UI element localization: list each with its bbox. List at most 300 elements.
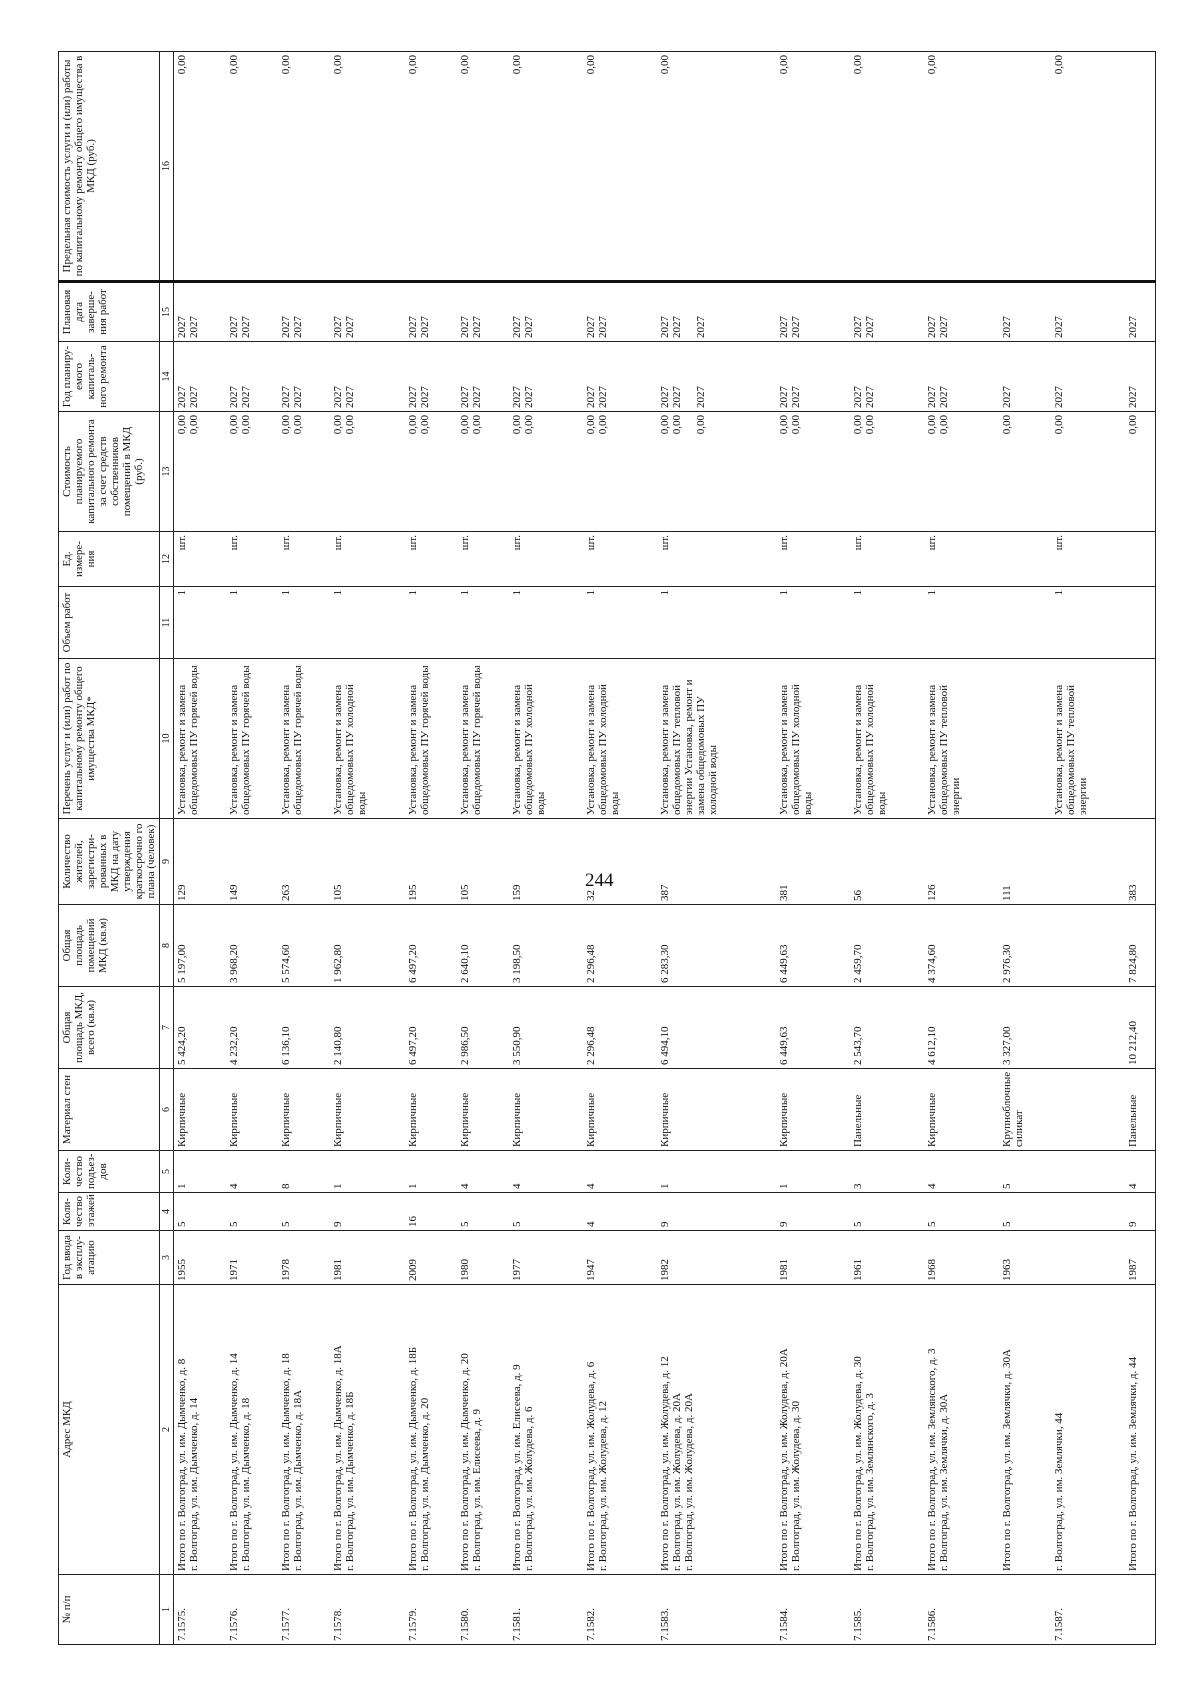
premises-area: 5 197,00 <box>174 905 227 987</box>
limit-cost <box>999 52 1051 282</box>
cost-value: 0,00 <box>584 415 597 435</box>
column-header: Перечень услуг и (или) работ по капитальному ремонту общего имущества МКД* <box>59 659 160 819</box>
repair-year-value: 2027 <box>280 386 293 408</box>
column-number: 1 <box>160 1575 174 1645</box>
wall-material: Кирпичные <box>657 1069 776 1151</box>
wall-material: Кирпичные <box>278 1069 330 1151</box>
completion-date-value: 2027 <box>671 316 684 338</box>
unit-of-measure: шт. <box>509 532 583 587</box>
address-cell <box>776 1285 850 1575</box>
cost-value: 0,00 <box>418 415 431 435</box>
year-built: 1978 <box>278 1231 330 1285</box>
repair-year-value: 2027 <box>584 386 597 408</box>
floors-count <box>1051 1193 1125 1231</box>
row-number: 7.1576. <box>226 1575 278 1645</box>
completion-date-value: 2027 <box>777 316 790 338</box>
work-volume: 1 <box>457 587 509 659</box>
column-header: Год планиру- емого капиталь- ного ремонта <box>59 342 160 412</box>
completion-date <box>1125 282 1156 342</box>
address-line: Итого по г. Волгоград, ул. им. Дымченко, д. 18Б <box>406 1346 419 1571</box>
repair-year-value <box>683 345 695 408</box>
work-volume: 1 <box>174 587 227 659</box>
total-area <box>1051 987 1125 1069</box>
premises-area: 3 968,20 <box>226 905 278 987</box>
completion-date <box>457 282 509 342</box>
floors-count: 4 <box>583 1193 657 1231</box>
address-cell <box>278 1285 330 1575</box>
column-number-row <box>160 52 174 1645</box>
year-built: 1980 <box>457 1231 509 1285</box>
cost-value: 0,00 <box>1000 415 1013 435</box>
owners-cost <box>1051 412 1125 532</box>
owners-cost <box>226 412 278 532</box>
address-cell <box>657 1285 776 1575</box>
repair-year <box>1125 342 1156 412</box>
address-line: Итого по г. Волгоград, ул. им. Жолудева, д. 12 <box>659 1356 672 1571</box>
address-line: г. Волгоград, ул. им. Жолудева, д. 12 <box>596 1401 609 1571</box>
floors-count: 5 <box>850 1193 924 1231</box>
completion-date-value: 2027 <box>1000 316 1013 338</box>
address-cell <box>999 1285 1051 1575</box>
premises-area: 2 640,10 <box>457 905 509 987</box>
works-list: Установка, ремонт и замена общедомовых ПУ холодной воды <box>583 659 657 819</box>
owners-cost <box>405 412 457 532</box>
address-cell <box>330 1285 404 1575</box>
address-cell <box>850 1285 924 1575</box>
unit-of-measure <box>1125 532 1156 587</box>
limit-cost: 0,00 <box>457 52 509 282</box>
wall-material: Кирпичные <box>776 1069 850 1151</box>
completion-date-value: 2027 <box>522 316 535 338</box>
cost-value: 0,00 <box>671 415 684 435</box>
completion-date-value: 2027 <box>470 316 483 338</box>
work-volume: 1 <box>924 587 998 659</box>
address-line: Итого по г. Волгоград, ул. им. Жолудева, д. 30 <box>852 1356 865 1571</box>
floors-count: 5 <box>999 1193 1051 1231</box>
cost-value: 0,00 <box>188 415 200 435</box>
floors-count: 5 <box>924 1193 998 1231</box>
wall-material: Кирпичные <box>330 1069 404 1151</box>
address-line: Итого по г. Волгоград, ул. им. Дымченко, д. 18 <box>280 1353 293 1571</box>
residents-count: 149 <box>226 819 278 905</box>
year-built: 1977 <box>509 1231 583 1285</box>
limit-cost: 0,00 <box>226 52 278 282</box>
address-cell <box>509 1285 583 1575</box>
address-line: г. Волгоград, ул. им. Жолудева, д. 20А <box>671 1393 684 1571</box>
completion-date-value: 2027 <box>406 316 419 338</box>
address-line: г. Волгоград, ул. им. Жолудева, д. 6 <box>522 1406 535 1571</box>
limit-cost: 0,00 <box>1051 52 1125 282</box>
floors-count: 9 <box>1125 1193 1156 1231</box>
column-number: 6 <box>160 1069 174 1151</box>
table-row <box>174 52 227 1645</box>
table-row <box>226 52 278 1645</box>
owners-cost <box>509 412 583 532</box>
cost-value: 0,00 <box>228 415 241 435</box>
column-number: 13 <box>160 412 174 532</box>
entrances-count: 1 <box>330 1151 404 1193</box>
address-line: Итого по г. Волгоград, ул. им. Дымченко, д. 8 <box>176 1358 188 1571</box>
repair-year <box>278 342 330 412</box>
work-volume: 1 <box>776 587 850 659</box>
address-line: Итого по г. Волгоград, ул. им. Землячки, д. 30А <box>1000 1349 1013 1571</box>
completion-date-value: 2027 <box>280 316 293 338</box>
total-area: 2 986,50 <box>457 987 509 1069</box>
address-line: Итого по г. Волгоград, ул. им. Жолудева, д. 6 <box>584 1361 597 1571</box>
table-row <box>457 52 509 1645</box>
table-row <box>1125 52 1156 1645</box>
year-built: 2009 <box>405 1231 457 1285</box>
work-volume: 1 <box>583 587 657 659</box>
wall-material: Кирпичные <box>583 1069 657 1151</box>
total-area: 2 543,70 <box>850 987 924 1069</box>
table-row <box>776 52 850 1645</box>
owners-cost <box>457 412 509 532</box>
works-list: Установка, ремонт и замена общедомовых ПУ горячей воды <box>405 659 457 819</box>
row-number <box>999 1575 1051 1645</box>
work-volume: 1 <box>330 587 404 659</box>
address-line: г. Волгоград, ул. им. Дымченко, д. 18А <box>292 1389 305 1571</box>
unit-of-measure: шт. <box>924 532 998 587</box>
total-area: 2 140,80 <box>330 987 404 1069</box>
repair-year-value: 2027 <box>926 386 939 408</box>
limit-cost: 0,00 <box>278 52 330 282</box>
column-header: Предельная стоимость услуги и (или) работы по капитальному ремонту общего имущества в МКД (руб.) <box>59 52 160 282</box>
work-volume: 1 <box>405 587 457 659</box>
repair-year-value: 2027 <box>596 386 609 408</box>
residents-count: 56 <box>850 819 924 905</box>
unit-of-measure: шт. <box>174 532 227 587</box>
row-number: 7.1583. <box>657 1575 776 1645</box>
works-list: Установка, ремонт и замена общедомовых ПУ холодной воды <box>850 659 924 819</box>
address-line: г. Волгоград, ул. им. Жолудева, д. 20А <box>683 1393 696 1571</box>
year-built: 1981 <box>776 1231 850 1285</box>
total-area: 4 612,10 <box>924 987 998 1069</box>
completion-date-value: 2027 <box>926 316 939 338</box>
repair-year-value: 2027 <box>418 386 431 408</box>
completion-date <box>850 282 924 342</box>
column-header: Объем работ <box>59 587 160 659</box>
repair-year-value: 2027 <box>470 386 483 408</box>
wall-material: Панельные <box>850 1069 924 1151</box>
works-list: Установка, ремонт и замена общедомовых ПУ холодной воды <box>776 659 850 819</box>
total-area: 3 327,00 <box>999 987 1051 1069</box>
owners-cost <box>278 412 330 532</box>
residents-count: 129 <box>174 819 227 905</box>
table-row <box>999 52 1051 1645</box>
row-number: 7.1582. <box>583 1575 657 1645</box>
wall-material: Крупноблочные силикат <box>999 1069 1051 1151</box>
owners-cost <box>330 412 404 532</box>
row-number: 7.1580. <box>457 1575 509 1645</box>
wall-material: Кирпичные <box>174 1069 227 1151</box>
completion-date-value: 2027 <box>864 316 877 338</box>
floors-count: 5 <box>509 1193 583 1231</box>
completion-date-value: 2027 <box>240 316 253 338</box>
completion-date-value: 2027 <box>332 316 345 338</box>
repair-year-value: 2027 <box>1000 386 1013 408</box>
limit-cost: 0,00 <box>776 52 850 282</box>
repair-year-value: 2027 <box>406 386 419 408</box>
header-row <box>59 52 160 1645</box>
repair-year-value: 2027 <box>522 386 535 408</box>
repair-year-value: 2027 <box>852 386 865 408</box>
entrances-count: 4 <box>509 1151 583 1193</box>
repair-year-value: 2027 <box>864 386 877 408</box>
column-header: № п/п <box>59 1575 160 1645</box>
address-line: Итого по г. Волгоград, ул. им. Землячки, д. 44 <box>1126 1356 1139 1571</box>
completion-date-value: 2027 <box>176 316 188 338</box>
table-row <box>278 52 330 1645</box>
wall-material: Кирпичные <box>924 1069 998 1151</box>
repair-year-value: 2027 <box>188 386 200 408</box>
column-number: 16 <box>160 52 174 282</box>
repair-year <box>405 342 457 412</box>
residents-count: 263 <box>278 819 330 905</box>
column-header: Коли- чество этажей <box>59 1193 160 1231</box>
repair-year-value: 2027 <box>292 386 305 408</box>
column-number: 14 <box>160 342 174 412</box>
cost-value: 0,00 <box>596 415 609 435</box>
cost-value: 0,00 <box>659 415 672 435</box>
completion-date <box>999 282 1051 342</box>
column-number: 5 <box>160 1151 174 1193</box>
address-line: Итого по г. Волгоград, ул. им. Елисеева, д. 9 <box>510 1364 523 1571</box>
table-row <box>657 52 776 1645</box>
completion-date <box>583 282 657 342</box>
floors-count: 5 <box>278 1193 330 1231</box>
residents-count: 383 <box>1125 819 1156 905</box>
row-number: 7.1577. <box>278 1575 330 1645</box>
total-area: 6 497,20 <box>405 987 457 1069</box>
address-line: Итого по г. Волгоград, ул. им. Землянского, д. 3 <box>926 1348 939 1571</box>
completion-date <box>1051 282 1125 342</box>
column-header: Ед. измере- ния <box>59 532 160 587</box>
cost-value: 0,00 <box>777 415 790 435</box>
floors-count: 5 <box>174 1193 227 1231</box>
premises-area: 6 283,30 <box>657 905 776 987</box>
works-list: Установка, ремонт и замена общедомовых ПУ горячей воды <box>226 659 278 819</box>
column-header: Общая площадь помещений МКД (кв.м) <box>59 905 160 987</box>
unit-of-measure: шт. <box>457 532 509 587</box>
cost-value: 0,00 <box>280 415 293 435</box>
address-line: г. Волгоград, ул. им. Дымченко, д. 18 <box>240 1397 253 1571</box>
unit-of-measure: шт. <box>583 532 657 587</box>
entrances-count: 1 <box>174 1151 227 1193</box>
year-built: 1981 <box>330 1231 404 1285</box>
repair-year-value: 2027 <box>344 386 357 408</box>
completion-date-value: 2027 <box>418 316 431 338</box>
works-list: Установка, ремонт и замена общедомовых ПУ тепловой энергии Установка, ремонт и замена общедомовых ПУ холодной воды <box>657 659 776 819</box>
year-built: 1947 <box>583 1231 657 1285</box>
residents-count: 126 <box>924 819 998 905</box>
cost-value: 0,00 <box>240 415 253 435</box>
column-number: 4 <box>160 1193 174 1231</box>
unit-of-measure: шт. <box>405 532 457 587</box>
works-list: Установка, ремонт и замена общедомовых ПУ горячей воды <box>174 659 227 819</box>
limit-cost: 0,00 <box>174 52 227 282</box>
entrances-count: 4 <box>457 1151 509 1193</box>
column-header: Количество жителей, зарегистри- рованных в МКД на дату утверждения краткосрочно го плана (человек) <box>59 819 160 905</box>
entrances-count: 1 <box>657 1151 776 1193</box>
cost-value: 0,00 <box>510 415 523 435</box>
entrances-count: 1 <box>776 1151 850 1193</box>
table-row <box>1051 52 1125 1645</box>
total-area: 2 296,48 <box>583 987 657 1069</box>
completion-date <box>924 282 998 342</box>
owners-cost <box>924 412 998 532</box>
residents-count: 105 <box>330 819 404 905</box>
owners-cost <box>850 412 924 532</box>
premises-area: 6 449,63 <box>776 905 850 987</box>
works-list: Установка, ремонт и замена общедомовых ПУ горячей воды <box>457 659 509 819</box>
capital-repair-table <box>58 51 1156 1645</box>
unit-of-measure: шт. <box>1051 532 1125 587</box>
cost-value: 0,00 <box>458 415 471 435</box>
column-number: 15 <box>160 282 174 342</box>
residents-count: 195 <box>405 819 457 905</box>
limit-cost <box>1125 52 1156 282</box>
repair-year-value: 2027 <box>458 386 471 408</box>
premises-area: 2 459,70 <box>850 905 924 987</box>
table-row <box>405 52 457 1645</box>
repair-year-value: 2027 <box>789 386 802 408</box>
address-cell <box>1125 1285 1156 1575</box>
premises-area: 3 198,50 <box>509 905 583 987</box>
repair-year <box>457 342 509 412</box>
year-built: 1971 <box>226 1231 278 1285</box>
year-built: 1987 <box>1125 1231 1156 1285</box>
repair-year-value: 2027 <box>1126 386 1139 408</box>
unit-of-measure: шт. <box>226 532 278 587</box>
row-number: 7.1578. <box>330 1575 404 1645</box>
residents-count: 381 <box>776 819 850 905</box>
address-line: г. Волгоград, ул. им. Дымченко, д. 14 <box>188 1397 200 1571</box>
works-list: Установка, ремонт и замена общедомовых ПУ тепловой энергии <box>1051 659 1125 819</box>
cost-value: 0,00 <box>292 415 305 435</box>
wall-material: Кирпичные <box>509 1069 583 1151</box>
cost-value: 0,00 <box>470 415 483 435</box>
row-number: 7.1579. <box>405 1575 457 1645</box>
completion-date-value: 2027 <box>938 316 951 338</box>
owners-cost <box>583 412 657 532</box>
residents-count: 111 <box>999 819 1051 905</box>
repair-year-value: 2027 <box>695 386 708 408</box>
address-cell <box>583 1285 657 1575</box>
completion-date-value <box>683 286 695 338</box>
table-row <box>583 52 657 1645</box>
work-volume: 1 <box>1051 587 1125 659</box>
repair-year-value: 2027 <box>240 386 253 408</box>
repair-year-value: 2027 <box>1052 386 1065 408</box>
premises-area: 5 574,60 <box>278 905 330 987</box>
completion-date-value: 2027 <box>789 316 802 338</box>
limit-cost: 0,00 <box>657 52 776 282</box>
residents-count: 387 <box>657 819 776 905</box>
total-area: 6 449,63 <box>776 987 850 1069</box>
works-list: Установка, ремонт и замена общедомовых ПУ горячей воды <box>278 659 330 819</box>
work-volume <box>1125 587 1156 659</box>
year-built: 1968 <box>924 1231 998 1285</box>
total-area: 10 212,40 <box>1125 987 1156 1069</box>
completion-date-value: 2027 <box>458 316 471 338</box>
floors-count: 5 <box>226 1193 278 1231</box>
column-number: 2 <box>160 1285 174 1575</box>
wall-material: Панельные <box>1125 1069 1156 1151</box>
completion-date-value: 2027 <box>584 316 597 338</box>
work-volume <box>999 587 1051 659</box>
limit-cost: 0,00 <box>405 52 457 282</box>
cost-value: 0,00 <box>938 415 951 435</box>
address-cell <box>457 1285 509 1575</box>
completion-date-value: 2027 <box>1052 316 1065 338</box>
address-line: Итого по г. Волгоград, ул. им. Дымченко, д. 18А <box>332 1345 345 1571</box>
repair-year <box>1051 342 1125 412</box>
floors-count: 16 <box>405 1193 457 1231</box>
wall-material: Кирпичные <box>405 1069 457 1151</box>
year-built: 1963 <box>999 1231 1051 1285</box>
entrances-count: 1 <box>405 1151 457 1193</box>
column-header: Стоимость планируемого капитального ремонта за счет средств собственников помещений в МКД (руб.) <box>59 412 160 532</box>
completion-date <box>509 282 583 342</box>
limit-cost: 0,00 <box>583 52 657 282</box>
row-number <box>1125 1575 1156 1645</box>
address-line: Итого по г. Волгоград, ул. им. Дымченко, д. 14 <box>228 1353 241 1571</box>
column-header: Адрес МКД <box>59 1285 160 1575</box>
works-list: Установка, ремонт и замена общедомовых ПУ холодной воды <box>330 659 404 819</box>
work-volume: 1 <box>850 587 924 659</box>
address-cell <box>405 1285 457 1575</box>
column-header: Материал стен <box>59 1069 160 1151</box>
premises-area: 6 497,20 <box>405 905 457 987</box>
cost-value: 0,00 <box>522 415 535 435</box>
year-built: 1982 <box>657 1231 776 1285</box>
work-volume: 1 <box>657 587 776 659</box>
premises-area: 2 976,30 <box>999 905 1051 987</box>
completion-date <box>278 282 330 342</box>
repair-year <box>999 342 1051 412</box>
total-area: 4 232,20 <box>226 987 278 1069</box>
cost-value: 0,00 <box>864 415 877 435</box>
completion-date-value: 2027 <box>292 316 305 338</box>
cost-value: 0,00 <box>332 415 345 435</box>
premises-area: 4 374,60 <box>924 905 998 987</box>
column-number: 12 <box>160 532 174 587</box>
row-number: 7.1584. <box>776 1575 850 1645</box>
address-cell <box>174 1285 227 1575</box>
owners-cost <box>776 412 850 532</box>
floors-count: 9 <box>776 1193 850 1231</box>
repair-year <box>330 342 404 412</box>
column-header: Год ввода в эксплу- атацию <box>59 1231 160 1285</box>
entrances-count: 4 <box>1125 1151 1156 1193</box>
completion-date-value: 2027 <box>852 316 865 338</box>
year-built: 1955 <box>174 1231 227 1285</box>
unit-of-measure <box>999 532 1051 587</box>
unit-of-measure: шт. <box>278 532 330 587</box>
cost-value: 0,00 <box>789 415 802 435</box>
repair-year <box>226 342 278 412</box>
works-list <box>999 659 1051 819</box>
entrances-count <box>1051 1151 1125 1193</box>
repair-year <box>776 342 850 412</box>
work-volume: 1 <box>226 587 278 659</box>
works-list: Установка, ремонт и замена общедомовых ПУ холодной воды <box>509 659 583 819</box>
floors-count: 9 <box>330 1193 404 1231</box>
completion-date <box>776 282 850 342</box>
year-built <box>1051 1231 1125 1285</box>
residents-count: 32 <box>583 819 657 905</box>
